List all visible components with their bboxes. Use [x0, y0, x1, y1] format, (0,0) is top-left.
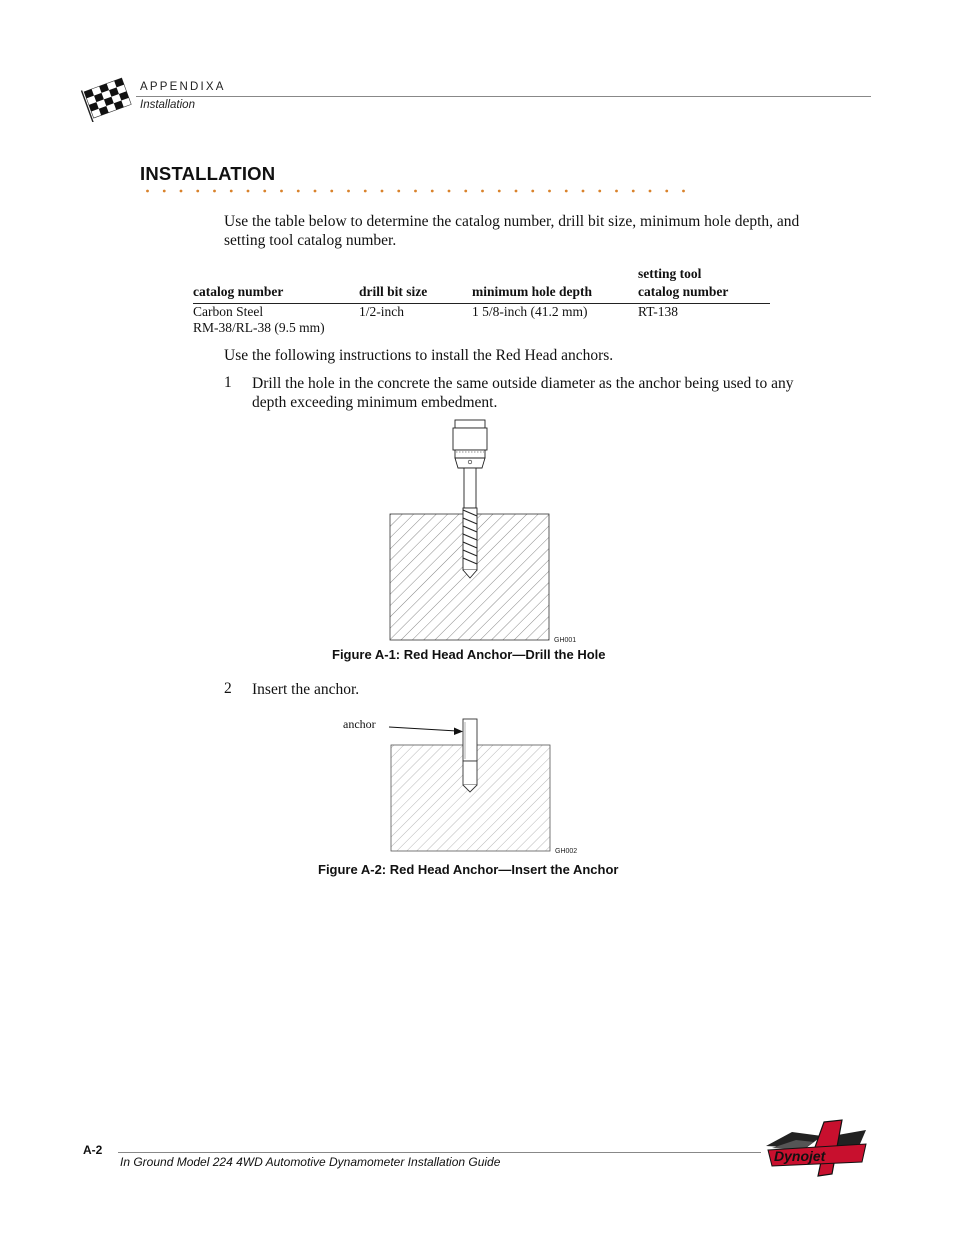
th-depth: minimum hole depth [472, 284, 593, 299]
divider-dot [649, 190, 652, 193]
figure-id: GH002 [555, 848, 578, 855]
divider-dot [146, 190, 149, 193]
figure-insert-anchor [385, 714, 580, 860]
anchor-callout-label: anchor [343, 717, 376, 731]
divider-dot [448, 190, 451, 193]
divider-dot [180, 190, 183, 193]
th-catalog: catalog number [193, 284, 284, 299]
footer-rule [118, 1152, 761, 1153]
divider-dot [330, 190, 333, 193]
divider-dot [364, 190, 367, 193]
divider-dot [615, 190, 618, 193]
instructions-paragraph: Use the following instructions to install the Red Head anchors. [224, 347, 614, 364]
intro-paragraph: Use the table below to determine the catalog number, drill bit size, minimum hole depth, and setting tool catalog number. [224, 213, 800, 249]
section-title: INSTALLATION [140, 163, 276, 184]
divider-dot [230, 190, 233, 193]
divider-dot [665, 190, 668, 193]
td-catalog-line2: RM-38/RL-38 (9.5 mm) [193, 320, 325, 335]
figure-id: GH001 [554, 637, 577, 644]
divider-dot [481, 190, 484, 193]
th-tool-line2: catalog number [638, 284, 729, 299]
divider-dot [314, 190, 317, 193]
divider-dot [582, 190, 585, 193]
divider-dot [498, 190, 501, 193]
divider-dot [632, 190, 635, 193]
page-number: A-2 [83, 1143, 103, 1157]
divider-dot [565, 190, 568, 193]
divider-dot [247, 190, 250, 193]
th-drill: drill bit size [359, 284, 428, 299]
th-tool-line1: setting tool [638, 266, 702, 281]
divider-dot [598, 190, 601, 193]
step-2-text: Insert the anchor. [252, 681, 360, 698]
divider-dot [414, 190, 417, 193]
header-section-label: Installation [140, 99, 195, 111]
footer-title: In Ground Model 224 4WD Automotive Dynamometer Installation Guide [120, 1155, 501, 1169]
td-drill: 1/2-inch [359, 304, 404, 319]
divider-dot [163, 190, 166, 193]
divider-dot [682, 190, 685, 193]
divider-dot [381, 190, 384, 193]
dotted-divider [146, 186, 686, 196]
divider-dot [297, 190, 300, 193]
divider-dot [548, 190, 551, 193]
divider-dot [397, 190, 400, 193]
dynojet-logo [762, 1118, 872, 1182]
figure-drill-hole [385, 418, 580, 648]
divider-dot [431, 190, 434, 193]
divider-dot [515, 190, 518, 193]
divider-dot [263, 190, 266, 193]
step-2-number: 2 [224, 680, 232, 697]
divider-dot [196, 190, 199, 193]
figure-1-caption: Figure A-1: Red Head Anchor—Drill the Hole [332, 647, 606, 662]
divider-dot [213, 190, 216, 193]
td-tool: RT-138 [638, 304, 678, 319]
divider-dot [464, 190, 467, 193]
divider-dot [531, 190, 534, 193]
appendix-label: APPENDIXA [140, 81, 226, 93]
step-1-number: 1 [224, 374, 232, 391]
step-1-text: Drill the hole in the concrete the same outside diameter as the anchor being used to any depth exceeding minimum embedment. [252, 375, 794, 411]
divider-dot [347, 190, 350, 193]
divider-dot [280, 190, 283, 193]
header-rule [136, 96, 871, 97]
td-catalog-line1: Carbon Steel [193, 304, 264, 319]
figure-2-caption: Figure A-2: Red Head Anchor—Insert the Anchor [318, 862, 619, 877]
td-depth: 1 5/8-inch (41.2 mm) [472, 304, 588, 319]
checkered-flag-icon [80, 76, 136, 122]
logo-wordmark: Dynojet [774, 1148, 826, 1164]
